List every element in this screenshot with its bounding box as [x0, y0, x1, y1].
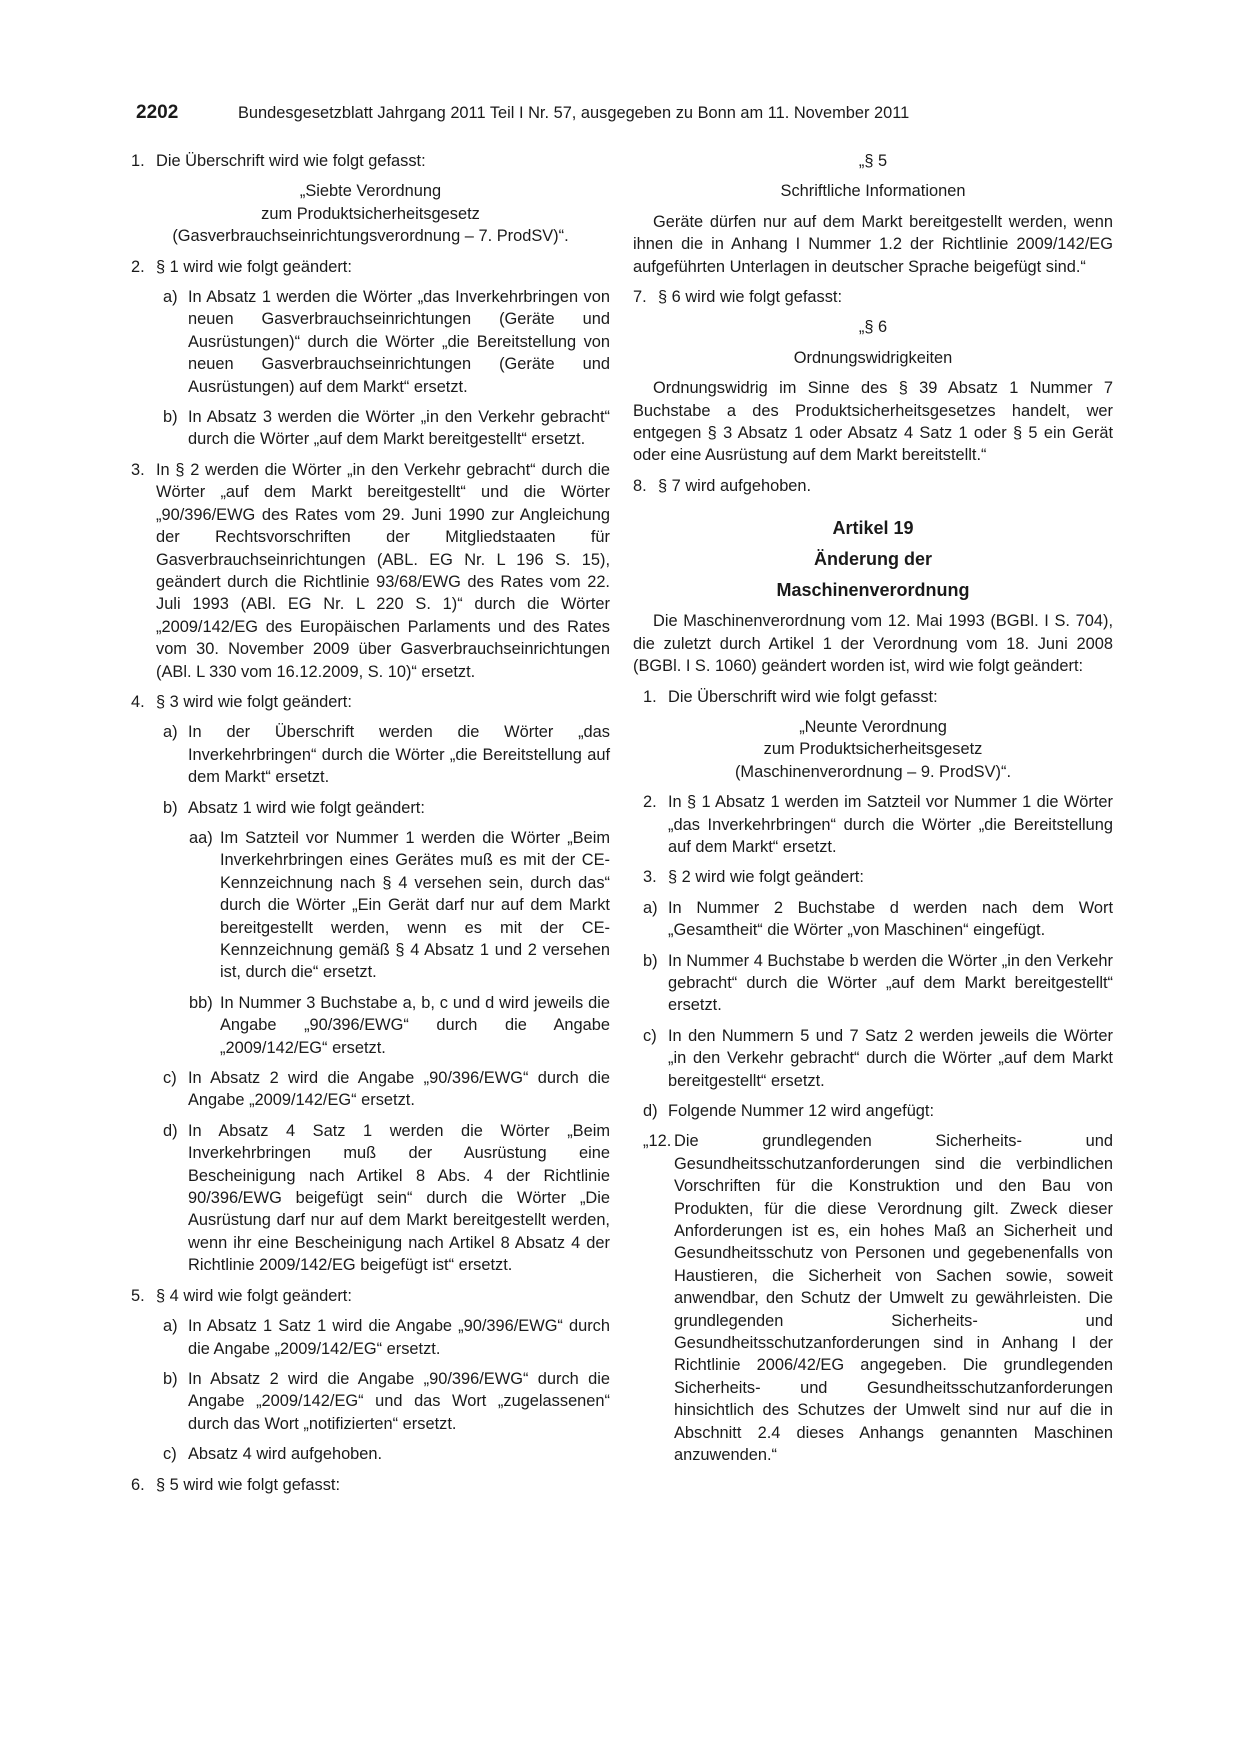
list-item — [643, 1130, 1113, 1466]
list-marker: a) — [163, 723, 178, 742]
list-item — [131, 256, 610, 278]
list-item-body — [188, 1315, 610, 1360]
list-item-body — [156, 1285, 610, 1307]
list-marker: 6. — [131, 1475, 145, 1494]
article-heading: Änderung der — [813, 549, 932, 570]
list-item-body — [188, 406, 610, 451]
list-item-body — [156, 1474, 610, 1496]
list-item-text: § 1 wird wie folgt geändert: — [156, 257, 352, 276]
list-item-body — [668, 950, 1113, 1017]
list-item-text: In Absatz 2 wird die Angabe „90/396/EWG“ durch die Angabe „2009/142/EG“ ersetzt. — [188, 1069, 610, 1110]
list-marker: 7. — [633, 288, 647, 307]
list-item-body — [668, 1100, 1113, 1122]
list-marker: a) — [643, 898, 658, 917]
list-item-text: In Nummer 4 Buchstabe b werden die Wörter „in den Verkehr gebracht“ durch die Wörter „auf dem Markt bereitgestellt“ ersetzt. — [668, 951, 1113, 1015]
list-item-text: § 6 wird wie folgt gefasst: — [658, 288, 843, 307]
list-item — [643, 791, 1113, 858]
list-item — [131, 1474, 610, 1496]
list-item — [163, 721, 610, 788]
list-item-text: In § 2 werden die Wörter „in den Verkehr gebracht“ durch die Wörter „auf dem Markt bereitgestellt“ und die Wörter „90/396/EWG des Rates vom 29. Juni 1990 zur Angleichung der Rechtsvorschriften der Mitgliedstaaten für Gasverbrauchseinrichtungen (ABL. EG Nr. L 196 S. 15), geändert durch die Richtlinie 93/68/EWG des Rates vom 22. Juli 1993 (ABl. EG Nr. L 220 S. 1)“ durch die Wörter „2009/142/EG des Europäischen Parlaments und des Rates vom 30. November 2009 über Gasverbrauchseinrichtungen (ABl. L 330 vom 16.12.2009, S. 10)“ ersetzt. — [156, 460, 610, 681]
article-heading: Artikel 19 — [832, 518, 914, 539]
list-item — [643, 897, 1113, 942]
list-item-body — [188, 1120, 610, 1277]
list-item-text: In Nummer 3 Buchstabe a, b, c und d wird jeweils die Angabe „90/396/EWG“ durch die Angabe „2009/142/EG“ ersetzt. — [220, 993, 610, 1057]
list-item-text: Folgende Nummer 12 wird angefügt: — [668, 1102, 935, 1120]
list-marker: 1. — [643, 687, 657, 706]
page-number: 2202 — [136, 102, 179, 123]
list-item-text: In der Überschrift werden die Wörter „das Inverkehrbringen“ durch die Wörter „die Bereitstellung auf dem Markt“ ersetzt. — [188, 723, 610, 787]
list-marker: 1. — [131, 152, 145, 170]
quoted-title — [633, 716, 1113, 783]
list-item — [131, 459, 610, 683]
list-item-body — [220, 992, 610, 1059]
quoted-title-line: (Gasverbrauchseinrichtungsverordnung – 7. ProdSV)“. — [172, 227, 569, 246]
list-item-body — [188, 1067, 610, 1112]
list-item — [131, 1285, 610, 1307]
list-item — [643, 950, 1113, 1017]
paragraph: Geräte dürfen nur auf dem Markt bereitgestellt werden, wenn ihnen die in Anhang I Nummer 1.2 der Richtlinie 2009/142/EG aufgeführten Unterlagen in deutscher Sprache beigefügt sind.“ — [633, 212, 1113, 276]
list-item-text: In Absatz 1 Satz 1 wird die Angabe „90/396/EWG“ durch die Angabe „2009/142/EG“ ersetzt. — [188, 1317, 610, 1358]
list-item — [643, 866, 1113, 888]
list-item-text: Absatz 4 wird aufgehoben. — [188, 1445, 383, 1464]
list-item — [633, 475, 1113, 497]
quoted-title-line: zum Produktsicherheitsgesetz — [261, 204, 480, 223]
list-item-text: In Nummer 2 Buchstabe d werden nach dem Wort „Gesamtheit“ die Wörter „von Maschinen“ eingefügt. — [668, 898, 1113, 940]
list-item — [643, 686, 1113, 708]
running-head: Bundesgesetzblatt Jahrgang 2011 Teil I Nr. 57, ausgegeben zu Bonn am 11. November 2011 — [238, 104, 910, 122]
list-marker: b) — [643, 951, 658, 970]
left-column — [131, 150, 610, 1504]
paragraph: Ordnungswidrig im Sinne des § 39 Absatz 1 Nummer 7 Buchstabe a des Produktsicherheitsgesetzes handelt, wer entgegen § 3 Absatz 1 oder Absatz 4 Satz 1 oder § 5 ein Gerät oder eine Ausrüstung auf dem Markt bereitstellt.“ — [633, 379, 1113, 465]
list-item-body — [156, 256, 610, 278]
list-marker: c) — [163, 1069, 177, 1088]
list-item-body — [220, 827, 610, 984]
list-marker: bb) — [189, 993, 213, 1012]
list-item — [643, 1025, 1113, 1092]
list-item — [163, 406, 610, 451]
section-heading: „§ 6 — [858, 318, 888, 337]
article-heading: Maschinenverordnung — [776, 580, 970, 601]
section-heading: Schriftliche Informationen — [780, 182, 966, 201]
list-marker: d) — [643, 1102, 658, 1120]
list-marker: 2. — [131, 257, 145, 276]
list-item-text: Die Überschrift wird wie folgt gefasst: — [668, 687, 938, 706]
quoted-title-line: „Neunte Verordnung — [799, 717, 947, 736]
list-marker: a) — [163, 1317, 178, 1336]
quoted-title-line: (Maschinenverordnung – 9. ProdSV)“. — [734, 762, 1012, 781]
list-item-text: § 2 wird wie folgt geändert: — [668, 868, 864, 887]
right-column — [633, 150, 1113, 1475]
list-item — [163, 1368, 610, 1435]
list-item — [163, 286, 610, 398]
list-item-body — [156, 150, 610, 172]
list-item-body — [658, 286, 1113, 308]
list-item-text: In Absatz 3 werden die Wörter „in den Verkehr gebracht“ durch die Wörter „auf dem Markt bereitgestellt“ ersetzt. — [188, 408, 610, 449]
list-item-body — [188, 797, 610, 819]
list-item-body — [188, 286, 610, 398]
list-item — [163, 1315, 610, 1360]
list-item-text: Im Satzteil vor Nummer 1 werden die Wörter „Beim Inverkehrbringen eines Gerätes muß es mit der CE-Kennzeichnung nach § 4 versehen sein, durch das“ durch die Wörter „Ein Gerät darf nur auf dem Markt bereitgestellt werden, wenn es mit der CE-Kennzeichnung gemäß § 4 Absatz 1 und 2 versehen ist, durch die“ ersetzt. — [220, 828, 610, 982]
section-heading: „§ 5 — [858, 152, 888, 170]
list-item — [163, 1067, 610, 1112]
list-item — [163, 797, 610, 819]
list-marker: 8. — [633, 476, 647, 495]
quoted-title-line: „Siebte Verordnung — [299, 182, 442, 201]
list-item-body — [668, 866, 1113, 888]
list-marker: d) — [163, 1121, 178, 1140]
list-item-body — [188, 1368, 610, 1435]
list-marker: b) — [163, 1369, 178, 1388]
list-item-body — [668, 686, 1113, 708]
list-item-body — [668, 1025, 1113, 1092]
list-item-body — [668, 791, 1113, 858]
list-item-body — [156, 459, 610, 683]
list-item-text: Die Überschrift wird wie folgt gefasst: — [156, 152, 426, 170]
list-marker: 5. — [131, 1286, 145, 1305]
list-marker: „12. — [643, 1132, 672, 1151]
list-item-text: In den Nummern 5 und 7 Satz 2 werden jeweils die Wörter „in den Verkehr gebracht“ durch die Wörter „auf dem Markt bereitgestellt“ ersetzt. — [668, 1026, 1113, 1090]
list-marker: 3. — [131, 460, 145, 479]
quoted-title-line: zum Produktsicherheitsgesetz — [763, 740, 983, 759]
list-item — [189, 827, 610, 984]
list-marker: b) — [163, 798, 178, 817]
list-item — [131, 691, 610, 713]
list-item-body — [674, 1130, 1113, 1466]
list-item-text: In § 1 Absatz 1 werden im Satzteil vor Nummer 1 die Wörter „das Inverkehrbringen“ durch die Wörter „die Bereitstellung auf dem Markt“ ersetzt. — [668, 793, 1113, 856]
list-item — [633, 286, 1113, 308]
list-item — [643, 1100, 1113, 1122]
quoted-title — [131, 180, 610, 247]
section-heading: Ordnungswidrigkeiten — [793, 348, 953, 367]
list-item-body — [156, 691, 610, 713]
list-marker: a) — [163, 288, 178, 307]
list-marker: aa) — [189, 828, 213, 847]
list-item-text: In Absatz 1 werden die Wörter „das Inverkehrbringen von neuen Gasverbrauchseinrichtungen (Geräte und Ausrüstungen)“ durch die Wörter „die Bereitstellung von neuen Gasverbrauchseinrichtungen (Geräte und Ausrüstungen) auf dem Markt“ ersetzt. — [188, 288, 610, 396]
list-marker: 2. — [643, 793, 657, 812]
list-marker: 4. — [131, 692, 145, 711]
list-item — [189, 992, 610, 1059]
page-header — [136, 100, 1116, 130]
list-item-body — [668, 897, 1113, 942]
list-item-body — [658, 475, 1113, 497]
list-item — [163, 1443, 610, 1465]
list-item-body — [188, 1443, 610, 1465]
list-marker: c) — [643, 1026, 657, 1045]
list-item-text: § 4 wird wie folgt geändert: — [156, 1286, 352, 1305]
list-item — [131, 150, 610, 172]
list-item — [163, 1120, 610, 1277]
list-item-text: Die grundlegenden Sicherheits- und Gesundheitsschutzanforderungen sind die verbindlichen Vorschriften für die Konstruktion und den Bau von Produkten, für die diese Verordnung gilt. Zweck dieser Anforderungen ist es, ein hohes Maß an Sicherheit und Gesundheitsschutz von Personen und gegebenenfalls von Haustieren, die Sicherheit von Sachen sowie, soweit anwendbar, den Schutz der Umwelt zu gewährleisten. Die grundlegenden Sicherheits- und Gesundheitsschutzanforderungen sind in Anhang I der Richtlinie 2006/42/EG angegeben. Die grundlegenden Sicherheits- und Gesundheitsschutzanforderungen hinsichtlich des Schutzes der Umwelt sind nur auf die in Abschnitt 2.4 dieses Anhangs genannten Maschinen anzuwenden.“ — [674, 1132, 1113, 1465]
list-item-body — [188, 721, 610, 788]
list-item-text: § 3 wird wie folgt geändert: — [156, 692, 352, 711]
list-marker: 3. — [643, 868, 657, 887]
list-item-text: § 7 wird aufgehoben. — [658, 476, 812, 495]
list-item-text: Absatz 1 wird wie folgt geändert: — [188, 798, 425, 817]
list-marker: c) — [163, 1445, 177, 1464]
list-marker: b) — [163, 408, 178, 427]
list-item-text: In Absatz 4 Satz 1 werden die Wörter „Beim Inverkehrbringen muß der Ausrüstung eine Bescheinigung nach Artikel 8 Abs. 4 der Richtlinie 90/396/EWG beigefügt sein“ durch die Wörter „Die Ausrüstung darf nur auf dem Markt bereitgestellt werden, wenn ihr eine Bescheinigung nach Artikel 8 Absatz 4 der Richtlinie 2009/142/EG beigefügt ist“ ersetzt. — [188, 1121, 610, 1275]
list-item-text: § 5 wird wie folgt gefasst: — [156, 1475, 341, 1494]
list-item-text: In Absatz 2 wird die Angabe „90/396/EWG“ durch die Angabe „2009/142/EG“ und das Wort „zugelassenen“ durch das Wort „notifizierten“ ersetzt. — [188, 1369, 610, 1433]
paragraph: Die Maschinenverordnung vom 12. Mai 1993 (BGBl. I S. 704), die zuletzt durch Artikel 1 der Verordnung vom 18. Juni 2008 (BGBl. I S. 1060) geändert worden ist, wird wie folgt geändert: — [633, 612, 1113, 676]
